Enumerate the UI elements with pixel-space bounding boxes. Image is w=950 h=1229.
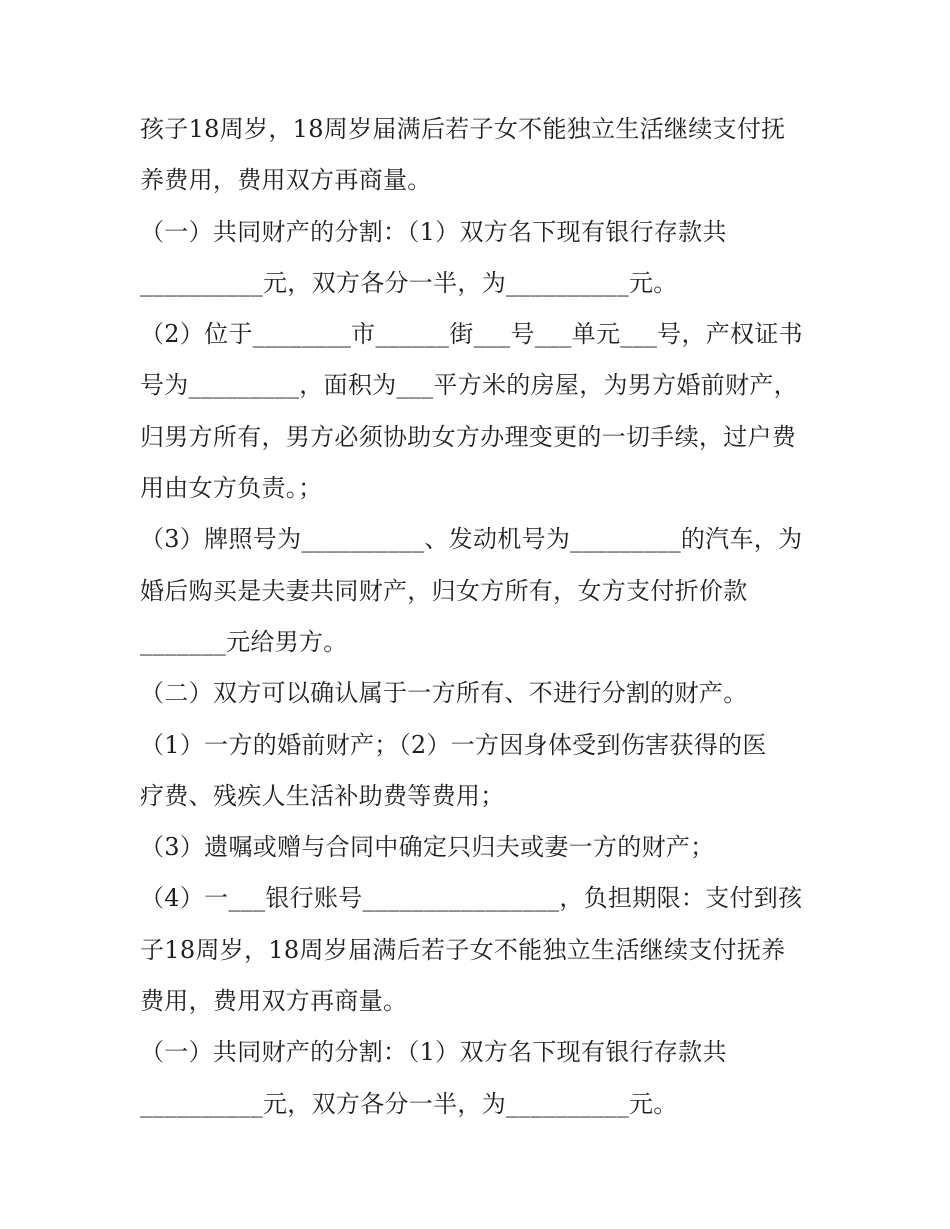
text-line: （二）双方可以确认属于一方所有、不进行分割的财产。	[140, 679, 748, 708]
text-line: 养费用，费用双方再商量。	[140, 166, 432, 195]
text-line: （3）遗嘱或赠与合同中确定只归夫或妻一方的财产；	[140, 833, 715, 862]
text-line: 婚后购买是夫妻共同财产，归女方所有，女方支付折价款	[140, 576, 748, 605]
text-line: __________元，双方各分一半，为__________元。	[140, 1089, 678, 1118]
document-body	[140, 104, 820, 1130]
text-line: （一）共同财产的分割：（1）双方名下现有银行存款共	[140, 1038, 727, 1067]
text-line: 子18周岁，18周岁届满后若子女不能独立生活继续支付抚养	[140, 935, 786, 964]
text-line: 疗费、残疾人生活补助费等费用；	[140, 781, 505, 810]
text-line: 孩子18周岁，18周岁届满后若子女不能独立生活继续支付抚	[140, 115, 786, 143]
text-line: _______元给男方。	[140, 627, 348, 656]
text-line: （一）共同财产的分割：（1）双方名下现有银行存款共	[140, 217, 727, 246]
text-line: __________元，双方各分一半，为__________元。	[140, 268, 678, 297]
text-line: （1）一方的婚前财产；（2）一方因身体受到伤害获得的医	[140, 730, 767, 759]
text-line: （3）牌照号为__________、发动机号为_________的汽车，为	[140, 525, 803, 554]
text-line: 费用，费用双方再商量。	[140, 987, 408, 1016]
text-line: 归男方所有，男方必须协助女方办理变更的一切手续，过户费	[140, 422, 797, 451]
text-line: （2）位于________市______街___号___单元___号，产权证书	[140, 320, 803, 349]
text-line: 用由女方负责。；	[140, 474, 323, 503]
text-line: （4）一___银行账号________________，负担期限：支付到孩	[140, 884, 803, 913]
text-line: 号为_________，面积为___平方米的房屋，为男方婚前财产，	[140, 371, 798, 400]
